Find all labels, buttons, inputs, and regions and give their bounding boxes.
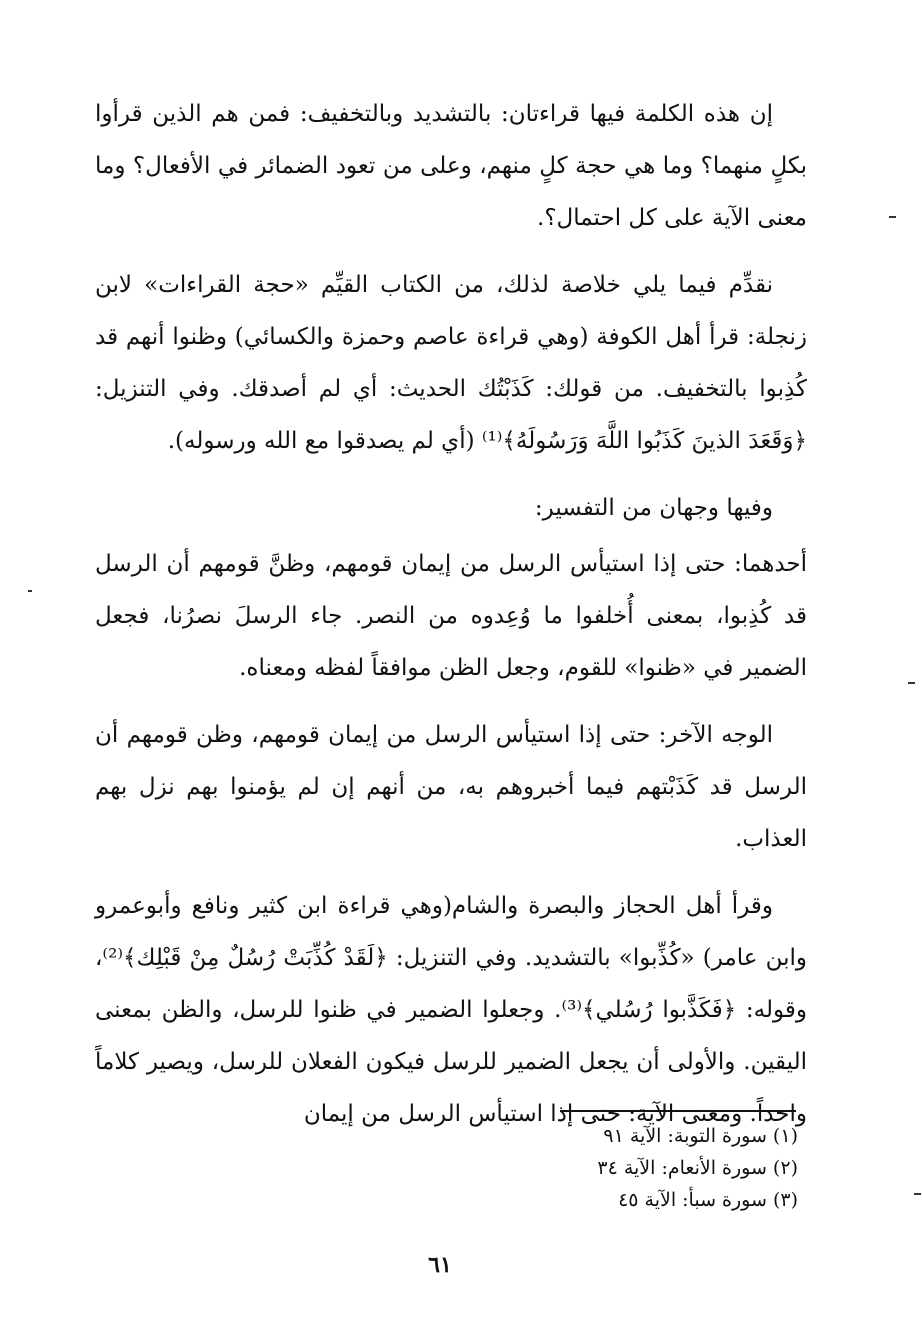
- scan-mark: [908, 682, 915, 684]
- paragraph-readings-question: إن هذه الكلمة فيها قراءتان: بالتشديد وبالتخفيف: فمن هم الذين قرأوا بكلٍ منهما؟ وما هي حجة كلٍ منهم، وعلى من تعود الضمائر في الأفعال؟ وما معنى الآية على كل احتمال؟.: [95, 101, 807, 231]
- page-body: [95, 88, 807, 1155]
- scan-mark: [914, 1193, 921, 1195]
- scan-mark: [28, 590, 32, 592]
- paragraph-two-aspects-heading: وفيها وجهان من التفسير:: [534, 495, 773, 521]
- footnote-item: (٣) سورة سبأ: الآية ٤٥: [618, 1189, 798, 1211]
- footnote-item: (٢) سورة الأنعام: الآية ٣٤: [597, 1157, 798, 1179]
- footnote-item: (١) سورة التوبة: الآية ٩١: [603, 1125, 798, 1147]
- paragraph-kufa-reading: نقدِّم فيما يلي خلاصة لذلك، من الكتاب القيِّم «حجة القراءات» لابن زنجلة: قرأ أهل الكوفة (وهي قراءة عاصم وحمزة والكسائي) وظنوا أنهم قد كُذِبوا بالتخفيف. من قولك: كَذَبْتُك الحديث: أي لم أصدقك. وفي التنزيل: ﴿وَقَعَدَ الذينَ كَذَبُوا اللَّهَ وَرَسُولَهُ﴾⁽¹⁾ (أي لم يصدقوا مع الله ورسوله).: [95, 272, 807, 454]
- paragraph-hijaz-reading: وقرأ أهل الحجاز والبصرة والشام(وهي قراءة ابن كثير ونافع وأبوعمرو وابن عامر) «كُذِّبوا» بالتشديد. وفي التنزيل: ﴿لَقَدْ كُذِّبَتْ رُسُلٌ مِنْ قَبْلِك﴾⁽²⁾، وقوله: ﴿فَكَذَّبوا رُسُلي﴾⁽³⁾. وجعلوا الضمير في ظنوا للرسل، والظن بمعنى اليقين. والأولى أن يجعل الضمير للرسل فيكون الفعلان للرسل، ويصير كلاماً واحداً. ومعنى الآية: حتى إذا استيأس الرسل من إيمان: [95, 893, 807, 1127]
- footnotes: [480, 1120, 798, 1216]
- paragraph-first-aspect: أحدهما: حتى إذا استيأس الرسل من إيمان قومهم، وظنَّ قومهم أن الرسل قد كُذِبوا، بمعنى أُخلفوا ما وُعِدوه من النصر. جاء الرسلَ نصرُنا، فجعل الضمير في «ظنوا» للقوم، وجعل الظن موافقاً لفظه ومعناه.: [95, 551, 807, 681]
- footnote-divider: [560, 1110, 796, 1112]
- paragraph-second-aspect: الوجه الآخر: حتى إذا استيأس الرسل من إيمان قومهم، وظن قومهم أن الرسل قد كَذَبْتهم فيما أخبروهم به، من أنهم إن لم يؤمنوا بهم نزل بهم العذاب.: [95, 722, 807, 852]
- scan-mark: [889, 216, 896, 218]
- page-number: ٦١: [428, 1252, 452, 1278]
